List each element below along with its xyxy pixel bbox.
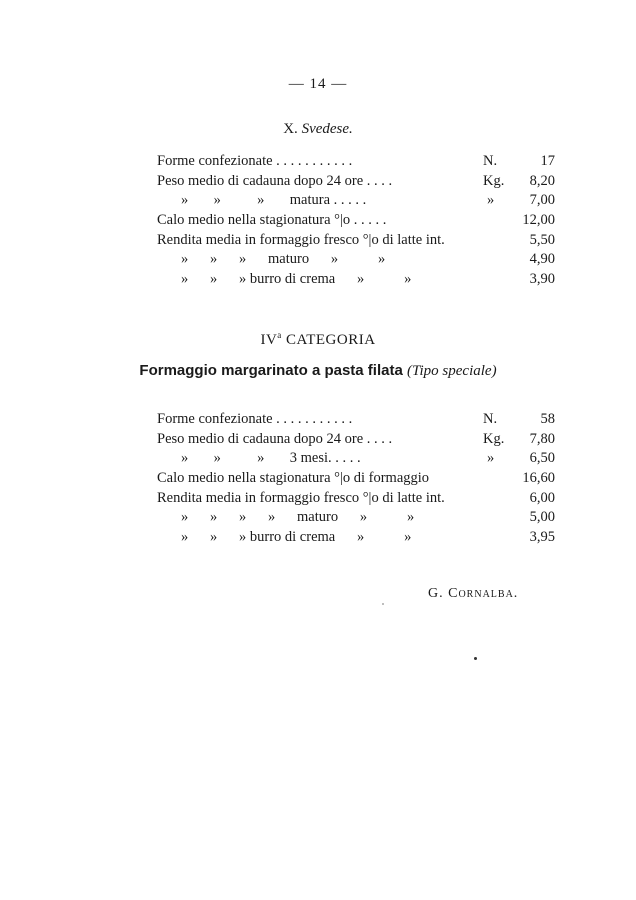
category-sup: a xyxy=(277,330,282,340)
subtitle-paren-open: ( xyxy=(407,363,412,379)
row-label: Rendita media in formaggio fresco °|o di latte int. xyxy=(157,489,445,506)
row-label: » » » matura . . . . . xyxy=(181,192,367,209)
table-row xyxy=(157,152,557,172)
row-label: » » » 3 mesi. . . . . xyxy=(181,450,361,467)
signature xyxy=(428,586,518,602)
row-label: » » » burro di crema » » xyxy=(181,529,412,546)
table-svedese xyxy=(157,152,557,290)
page-number: — 14 — xyxy=(288,76,348,92)
subtitle-italic: Tipo speciale xyxy=(412,363,492,379)
section-title-name: Svedese. xyxy=(301,121,353,137)
row-label: » » » burro di crema » » xyxy=(181,271,412,288)
row-value: 6,50 xyxy=(529,450,555,467)
section-title-prefix: X. xyxy=(283,121,298,137)
row-value: 8,20 xyxy=(529,172,555,189)
table-row xyxy=(157,410,557,430)
table-row xyxy=(157,469,557,489)
row-unit: » xyxy=(487,192,495,209)
subtitle xyxy=(0,362,636,380)
row-label: Forme confezionate . . . . . . . . . . . xyxy=(157,411,353,427)
row-value: 7,80 xyxy=(529,430,555,447)
row-unit: N. xyxy=(483,153,498,169)
row-label: » » » » maturo » » xyxy=(181,509,415,526)
row-value: 3,90 xyxy=(529,271,555,288)
row-unit: » xyxy=(487,450,495,467)
table-row xyxy=(157,528,557,548)
section-title-svedese xyxy=(0,121,636,138)
row-value: 3,95 xyxy=(529,529,555,546)
table-row xyxy=(157,449,557,469)
category-number: IV xyxy=(260,332,278,348)
row-unit: Kg. xyxy=(483,430,505,447)
table-row xyxy=(157,191,557,211)
row-unit: Kg. xyxy=(483,172,505,189)
row-label: Calo medio nella stagionatura °|o . . . . . xyxy=(157,212,387,229)
row-value: 12,00 xyxy=(522,212,555,229)
subtitle-paren-close: ) xyxy=(491,363,497,379)
row-value: 4,90 xyxy=(529,251,555,268)
row-value: 6,00 xyxy=(529,489,555,506)
row-value: 16,60 xyxy=(522,470,555,487)
category-heading xyxy=(0,330,636,349)
signature-name: Cornalba. xyxy=(448,586,519,601)
row-label: Peso medio di cadauna dopo 24 ore . . . . xyxy=(157,430,393,447)
subtitle-main: Formaggio margarinato a pasta filata xyxy=(139,362,403,379)
table-row xyxy=(157,172,557,192)
row-value: 5,50 xyxy=(529,231,555,248)
paper-speck xyxy=(382,603,384,605)
row-label: » » » maturo » » xyxy=(181,251,386,268)
table-row xyxy=(157,231,557,251)
row-value: 17 xyxy=(540,153,555,169)
table-margarinato xyxy=(157,410,557,548)
table-row xyxy=(157,211,557,231)
category-name: CATEGORIA xyxy=(286,332,376,348)
row-value: 7,00 xyxy=(529,192,555,209)
table-row xyxy=(157,270,557,290)
paper-speck xyxy=(474,657,477,660)
row-unit: N. xyxy=(483,411,498,427)
row-label: Rendita media in formaggio fresco °|o di latte int. xyxy=(157,231,445,248)
signature-initial: G. xyxy=(428,586,444,601)
table-row xyxy=(157,250,557,270)
table-row xyxy=(157,430,557,450)
row-value: 58 xyxy=(540,411,555,427)
table-row xyxy=(157,489,557,509)
table-row xyxy=(157,508,557,528)
row-label: Calo medio nella stagionatura °|o di formaggio xyxy=(157,470,430,487)
row-label: Forme confezionate . . . . . . . . . . . xyxy=(157,153,353,169)
row-label: Peso medio di cadauna dopo 24 ore . . . . xyxy=(157,172,393,189)
row-value: 5,00 xyxy=(529,509,555,526)
